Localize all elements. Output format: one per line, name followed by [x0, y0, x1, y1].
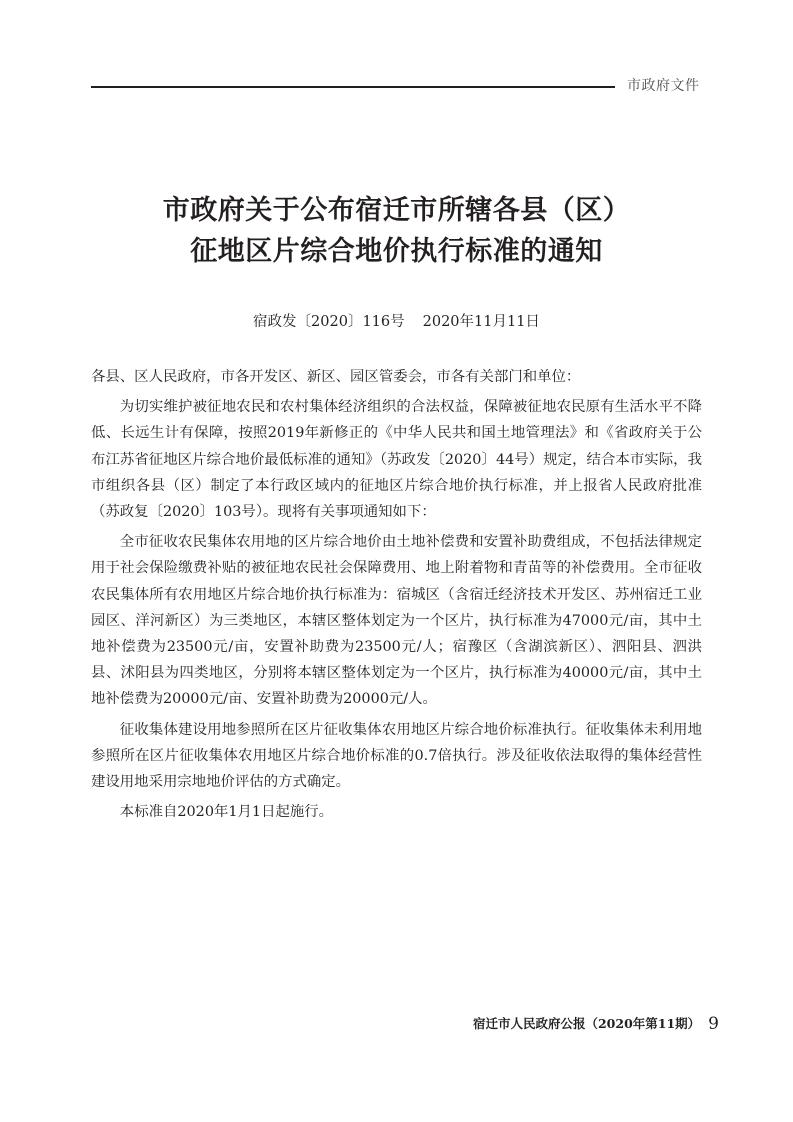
page-number: 9	[708, 1014, 719, 1034]
publication-name: 宿迁市人民政府公报（2020年第11期）	[472, 1016, 701, 1031]
header-rule	[91, 86, 615, 88]
body-paragraph-3: 征收集体建设用地参照所在区片征收集体农用地区片综合地价标准执行。征收集体未利用地参照所在区片征收集体农用地区片综合地价标准的0.7倍执行。涉及征收依法取得的集体经营性建设用地采用宗地地价评估的方式确定。	[91, 721, 702, 791]
body-paragraph-1: 为切实维护被征地农民和农村集体经济组织的合法权益，保障被征地农民原有生活水平不降低、长远生计有保障，按照2019年新修正的《中华人民共和国土地管理法》和《省政府关于公布江苏省征地区片综合地价最低标准的通知》（苏政发〔2020〕44号）规定，结合本市实际，我市组织各县（区）制定了本行政区域内的征地区片综合地价执行标准，并上报省人民政府批准（苏政复〔2020〕103号）。现将有关事项通知如下：	[91, 399, 702, 521]
body-paragraph-2: 全市征收农民集体农用地的区片综合地价由土地补偿费和安置补助费组成，不包括法律规定用于社会保险缴费补贴的被征地农民社会保障费用、地上附着物和青苗等的补偿费用。全市征收农民集体所有农用地区片综合地价执行标准为：宿城区（含宿迁经济技术开发区、苏州宿迁工业园区、洋河新区）为三类地区，本辖区整体划定为一个区片，执行标准为47000元/亩，其中土地补偿费为23500元/亩，安置补助费为23500元/人；宿豫区（含湖滨新区）、泗阳县、泗洪县、沭阳县为四类地区，分别将本辖区整体划定为一个区片，执行标准为40000元/亩，其中土地补偿费为20000元/亩、安置补助费为20000元/人。	[91, 534, 702, 708]
document-date: 2020年11月11日	[422, 314, 540, 330]
body-paragraph-4: 本标准自2020年1月1日起施行。	[119, 804, 334, 821]
document-info	[91, 310, 702, 331]
document-number: 宿政发〔2020〕116号	[253, 314, 405, 330]
addressee: 各县、区人民政府，市各开发区、新区、园区管委会，市各有关部门和单位：	[91, 369, 581, 385]
document-body	[91, 364, 702, 829]
page-footer	[473, 1014, 719, 1034]
section-label: 市政府文件	[627, 78, 700, 94]
document-title-line-2: 征地区片综合地价执行标准的通知	[190, 236, 603, 267]
document-title-line-1: 市政府关于公布宿迁市所辖各县（区）	[162, 195, 631, 226]
